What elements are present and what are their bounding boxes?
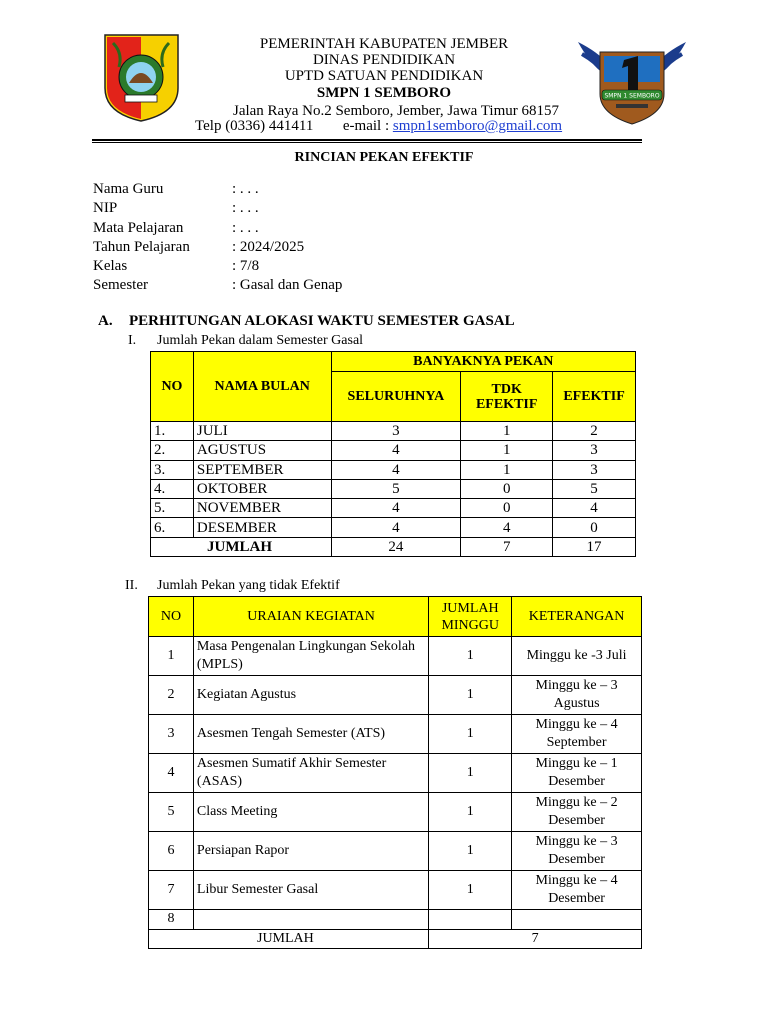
cell-uraian: Class Meeting bbox=[193, 793, 428, 832]
phone: Telp (0336) 441411 bbox=[195, 118, 314, 134]
cell-uraian: Masa Pengenalan Lingkungan Sekolah (MPLS) bbox=[193, 637, 428, 676]
teacher-info bbox=[93, 181, 342, 297]
total-tdk: 7 bbox=[461, 537, 553, 556]
cell-tdk: 0 bbox=[461, 499, 553, 518]
table-row bbox=[149, 910, 642, 930]
info-label: Semester bbox=[93, 277, 148, 294]
contact-line bbox=[195, 118, 562, 135]
table-row bbox=[151, 422, 636, 441]
info-value: : . . . bbox=[232, 200, 259, 217]
cell-no: 7 bbox=[149, 871, 194, 910]
document-title: RINCIAN PEKAN EFEKTIF bbox=[294, 150, 474, 165]
table-row bbox=[149, 637, 642, 676]
letterhead-rule-thin bbox=[92, 142, 642, 143]
cell-bulan: NOVEMBER bbox=[193, 499, 331, 518]
cell-efektif: 3 bbox=[553, 441, 636, 460]
table-row bbox=[151, 518, 636, 537]
cell-no: 6 bbox=[149, 832, 194, 871]
school-address: Jalan Raya No.2 Semboro, Jember, Jawa Timur 68157 bbox=[232, 103, 560, 119]
col-seluruhnya: SELURUHNYA bbox=[331, 372, 461, 422]
cell-no: 4. bbox=[151, 479, 194, 498]
cell-uraian: Kegiatan Agustus bbox=[193, 676, 428, 715]
cell-no: 1. bbox=[151, 422, 194, 441]
table-row bbox=[151, 499, 636, 518]
sub2-title: Jumlah Pekan yang tidak Efektif bbox=[157, 578, 340, 593]
email-label: e-mail : bbox=[342, 118, 390, 134]
cell-keterangan: Minggu ke – 4 Desember bbox=[512, 871, 642, 910]
info-value: : 2024/2025 bbox=[232, 238, 305, 255]
info-value: : 7/8 bbox=[232, 258, 260, 275]
section-a-title: PERHITUNGAN ALOKASI WAKTU SEMESTER GASAL bbox=[129, 313, 515, 329]
cell-tdk: 0 bbox=[461, 479, 553, 498]
cell-efektif: 3 bbox=[553, 460, 636, 479]
cell-uraian: Asesmen Sumatif Akhir Semester (ASAS) bbox=[193, 754, 428, 793]
total-value: 7 bbox=[429, 929, 642, 949]
cell-keterangan: Minggu ke -3 Juli bbox=[512, 637, 642, 676]
cell-tdk: 1 bbox=[461, 460, 553, 479]
section-a-heading bbox=[98, 313, 515, 330]
school-name: SMPN 1 SEMBORO bbox=[316, 85, 452, 101]
sub1-number: I. bbox=[128, 333, 137, 348]
table-total-row bbox=[149, 929, 642, 949]
table-row bbox=[149, 715, 642, 754]
cell-tdk: 4 bbox=[461, 518, 553, 537]
non-effective-weeks-table bbox=[148, 596, 642, 949]
sub2-heading bbox=[125, 578, 340, 594]
cell-keterangan: Minggu ke – 4 September bbox=[512, 715, 642, 754]
col-jumlah-minggu: JUMLAH MINGGU bbox=[429, 597, 512, 637]
letterhead-rule bbox=[92, 139, 642, 141]
cell-keterangan bbox=[512, 910, 642, 930]
cell-bulan: SEPTEMBER bbox=[193, 460, 331, 479]
cell-bulan: DESEMBER bbox=[193, 518, 331, 537]
cell-efektif: 4 bbox=[553, 499, 636, 518]
cell-uraian bbox=[193, 910, 428, 930]
total-label: JUMLAH bbox=[151, 537, 332, 556]
table-row bbox=[149, 676, 642, 715]
cell-jumlah: 1 bbox=[429, 793, 512, 832]
info-label: Mata Pelajaran bbox=[93, 219, 184, 236]
col-no: NO bbox=[151, 352, 194, 422]
table-total-row bbox=[151, 537, 636, 556]
section-a-number: A. bbox=[98, 313, 113, 329]
col-tdk-efektif: TDK EFEKTIF bbox=[461, 372, 553, 422]
cell-jumlah bbox=[429, 910, 512, 930]
info-value: : . . . bbox=[232, 181, 259, 197]
cell-tdk: 1 bbox=[461, 422, 553, 441]
cell-keterangan: Minggu ke – 2 Desember bbox=[512, 793, 642, 832]
cell-seluruh: 4 bbox=[331, 441, 461, 460]
cell-tdk: 1 bbox=[461, 441, 553, 460]
table-row bbox=[149, 832, 642, 871]
cell-efektif: 5 bbox=[553, 479, 636, 498]
cell-bulan: OKTOBER bbox=[193, 479, 331, 498]
cell-jumlah: 1 bbox=[429, 754, 512, 793]
cell-no: 1 bbox=[149, 637, 194, 676]
cell-seluruh: 5 bbox=[331, 479, 461, 498]
cell-no: 2 bbox=[149, 676, 194, 715]
cell-no: 6. bbox=[151, 518, 194, 537]
right-logo-text: SMPN 1 SEMBORO bbox=[604, 92, 660, 100]
info-value: : Gasal dan Genap bbox=[232, 277, 343, 294]
col-no: NO bbox=[149, 597, 194, 637]
letterhead-line1: PEMERINTAH KABUPATEN JEMBER bbox=[259, 36, 509, 52]
cell-jumlah: 1 bbox=[429, 871, 512, 910]
info-label: Tahun Pelajaran bbox=[93, 238, 190, 255]
cell-no: 3. bbox=[151, 460, 194, 479]
info-label: NIP bbox=[93, 200, 118, 217]
cell-bulan: JULI bbox=[193, 422, 331, 441]
total-seluruh: 24 bbox=[331, 537, 461, 556]
cell-bulan: AGUSTUS bbox=[193, 441, 331, 460]
table-row bbox=[149, 754, 642, 793]
cell-jumlah: 1 bbox=[429, 832, 512, 871]
cell-jumlah: 1 bbox=[429, 715, 512, 754]
cell-seluruh: 4 bbox=[331, 499, 461, 518]
col-uraian-kegiatan: URAIAN KEGIATAN bbox=[193, 597, 428, 637]
cell-uraian: Asesmen Tengah Semester (ATS) bbox=[193, 715, 428, 754]
cell-jumlah: 1 bbox=[429, 637, 512, 676]
sub1-title: Jumlah Pekan dalam Semester Gasal bbox=[157, 333, 364, 348]
letterhead-line2: DINAS PENDIDIKAN bbox=[312, 52, 456, 68]
cell-efektif: 2 bbox=[553, 422, 636, 441]
cell-seluruh: 3 bbox=[331, 422, 461, 441]
col-banyaknya-pekan: BANYAKNYA PEKAN bbox=[331, 352, 635, 372]
cell-seluruh: 4 bbox=[331, 460, 461, 479]
cell-no: 5. bbox=[151, 499, 194, 518]
total-efektif: 17 bbox=[553, 537, 636, 556]
cell-jumlah: 1 bbox=[429, 676, 512, 715]
info-label: Kelas bbox=[93, 258, 128, 275]
table-row bbox=[149, 871, 642, 910]
cell-seluruh: 4 bbox=[331, 518, 461, 537]
info-label: Nama Guru bbox=[93, 181, 164, 197]
col-keterangan: KETERANGAN bbox=[512, 597, 642, 637]
letterhead-line3: UPTD SATUAN PENDIDIKAN bbox=[284, 68, 484, 84]
cell-uraian: Libur Semester Gasal bbox=[193, 871, 428, 910]
sub1-heading bbox=[128, 333, 363, 349]
sub2-number: II. bbox=[125, 578, 138, 593]
cell-uraian: Persiapan Rapor bbox=[193, 832, 428, 871]
cell-keterangan: Minggu ke – 3 Desember bbox=[512, 832, 642, 871]
weeks-table bbox=[150, 351, 636, 557]
cell-no: 5 bbox=[149, 793, 194, 832]
table-row bbox=[151, 460, 636, 479]
table-row bbox=[151, 441, 636, 460]
table-row bbox=[151, 479, 636, 498]
cell-no: 2. bbox=[151, 441, 194, 460]
col-efektif: EFEKTIF bbox=[553, 372, 636, 422]
cell-no: 3 bbox=[149, 715, 194, 754]
email-link[interactable]: smpn1semboro@gmail.com bbox=[392, 118, 563, 134]
col-nama-bulan: NAMA BULAN bbox=[193, 352, 331, 422]
table-row bbox=[149, 793, 642, 832]
cell-no: 4 bbox=[149, 754, 194, 793]
info-value: : . . . bbox=[232, 219, 259, 236]
cell-keterangan: Minggu ke – 3 Agustus bbox=[512, 676, 642, 715]
total-label: JUMLAH bbox=[149, 929, 429, 949]
cell-keterangan: Minggu ke – 1 Desember bbox=[512, 754, 642, 793]
cell-efektif: 0 bbox=[553, 518, 636, 537]
cell-no: 8 bbox=[149, 910, 194, 930]
